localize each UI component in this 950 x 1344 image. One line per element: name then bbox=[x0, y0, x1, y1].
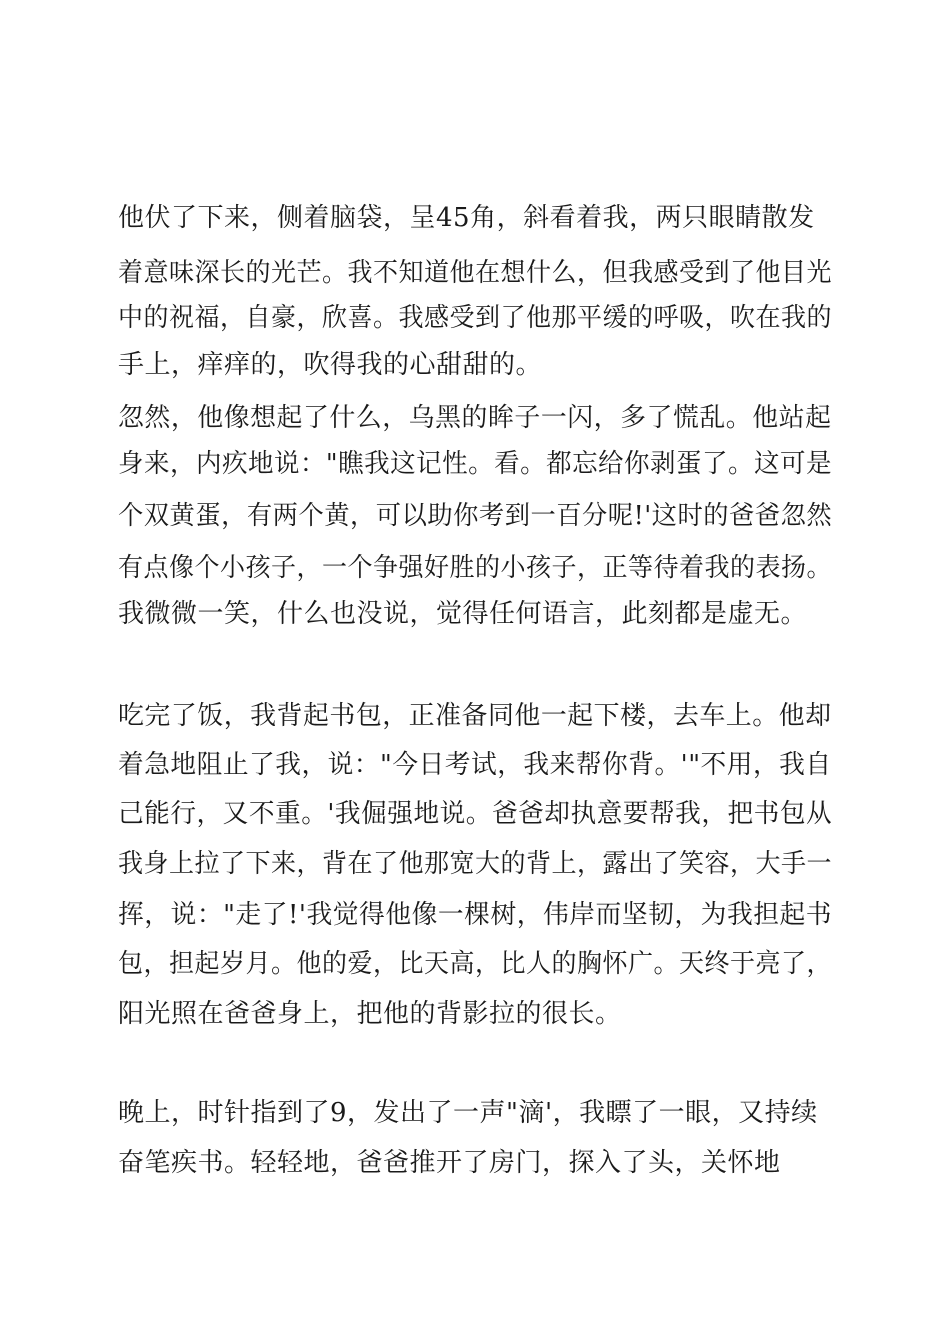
paragraph-2-line-3: 个双黄蛋，有两个黄，可以助你考到一百分呢!'这时的爸爸忽然 bbox=[118, 501, 833, 531]
paragraph-3-line-1: 吃完了饭，我背起书包，正准备同他一起下楼，去车上。他却 bbox=[118, 701, 832, 731]
paragraph-1-line-2: 着意味深长的光芒。我不知道他在想什么，但我感受到了他目光 bbox=[118, 258, 833, 288]
paragraph-1-line-1: 他伏了下来，侧着脑袋，呈45角，斜看着我，两只眼睛散发 bbox=[118, 203, 815, 233]
paragraph-2-line-1: 忽然，他像想起了什么，乌黑的眸子一闪，多了慌乱。他站起 bbox=[118, 403, 832, 433]
paragraph-3-line-7: 阳光照在爸爸身上，把他的背影拉的很长。 bbox=[118, 999, 622, 1029]
paragraph-3-line-5: 挥，说："走了!'我觉得他像一棵树，伟岸而坚韧，为我担起书 bbox=[118, 900, 833, 930]
paragraph-2-line-5: 我微微一笑，什么也没说，觉得任何语言，此刻都是虚无。 bbox=[118, 599, 808, 629]
paragraph-3-line-4: 我身上拉了下来，背在了他那宽大的背上，露出了笑容，大手一 bbox=[118, 849, 833, 879]
paragraph-3-line-6: 包，担起岁月。他的爱，比天高，比人的胸怀广。天终于亮了， bbox=[118, 949, 833, 979]
paragraph-4-line-1: 晚上，时针指到了9，发出了一声"滴'，我瞟了一眼，又持续 bbox=[118, 1098, 818, 1128]
paragraph-3-line-3: 己能行，又不重。'我倔强地说。爸爸却执意要帮我，把书包从 bbox=[118, 799, 833, 829]
paragraph-2-line-2: 身来，内疚地说："瞧我这记性。看。都忘给你剥蛋了。这可是 bbox=[118, 449, 832, 479]
paragraph-3-line-2: 着急地阻止了我，说："今日考试，我来帮你背。'"不用，我自 bbox=[118, 750, 832, 780]
paragraph-4-line-2: 奋笔疾书。轻轻地，爸爸推开了房门，探入了头，关怀地 bbox=[118, 1148, 781, 1178]
paragraph-2-line-4: 有点像个小孩子，一个争强好胜的小孩子，正等待着我的表扬。 bbox=[118, 553, 833, 583]
paragraph-1-line-4: 手上，痒痒的，吹得我的心甜甜的。 bbox=[118, 350, 543, 380]
paragraph-1-line-3: 中的祝福，自豪，欣喜。我感受到了他那平缓的呼吸，吹在我的 bbox=[118, 303, 833, 333]
